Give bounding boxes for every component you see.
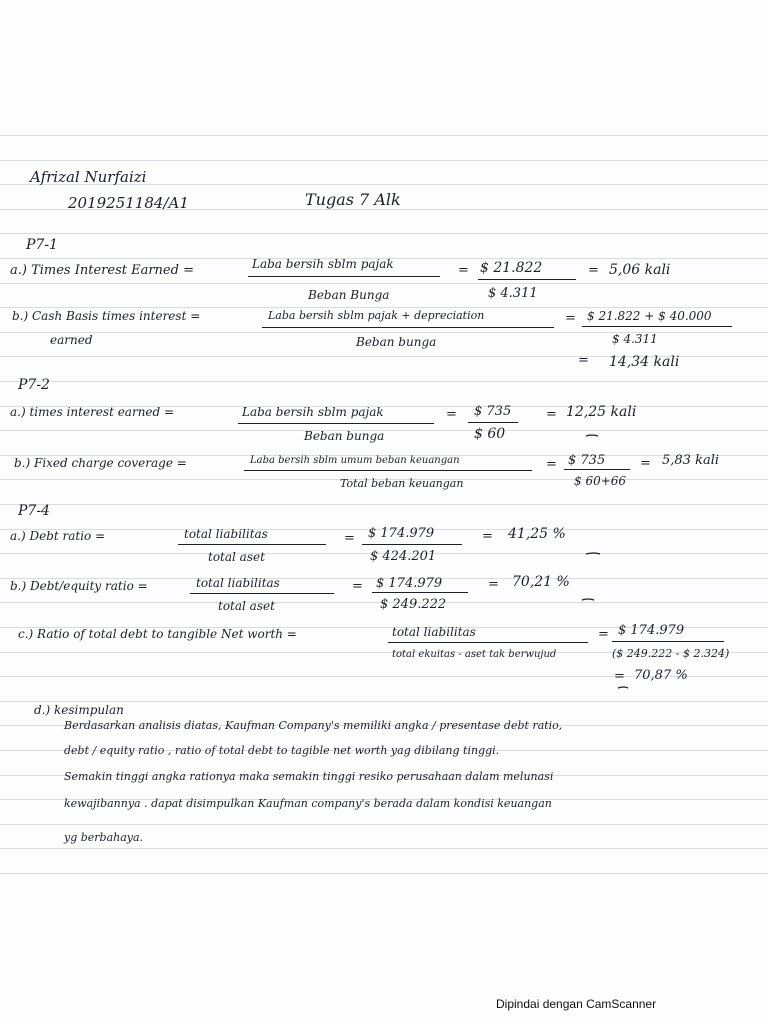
ruled-line	[0, 381, 768, 382]
conclusion-line-4: kewajibannya . dapat disimpulkan Kaufman company's berada dalam kondisi keuangan	[64, 797, 552, 810]
p71-b-equals-1: =	[565, 311, 576, 326]
p72-a-value-num: $ 735	[474, 404, 512, 419]
p74-heading: P7-4	[18, 503, 50, 519]
p71-a-result: 5,06 kali	[609, 262, 671, 278]
p74-c-numerator: total liabilitas	[392, 625, 476, 639]
p72-a-numerator: Laba bersih sblm pajak	[242, 405, 384, 419]
p74-c-denominator: total ekuitas - aset tak berwujud	[392, 649, 557, 660]
p71-b-value-num: $ 21.822 + $ 40.000	[587, 309, 712, 323]
p71-a-value-bar	[478, 279, 576, 280]
p74-b-result: 70,21 %	[512, 574, 570, 590]
p74-c-equals-2: =	[614, 669, 625, 684]
p74-b-numerator: total liabilitas	[196, 576, 280, 590]
scanner-watermark: Dipindai dengan CamScanner	[496, 997, 657, 1011]
p74-c-fraction-bar	[388, 642, 588, 643]
p74-b-fraction-bar	[190, 593, 334, 594]
ruled-line	[0, 873, 768, 874]
p71-a-value-den: $ 4.311	[488, 286, 538, 301]
p74-a-fraction-bar	[178, 544, 326, 545]
ruled-line	[0, 504, 768, 505]
conclusion-line-2: debt / equity ratio , ratio of total debt to tagible net worth yag dibilang tinggi.	[64, 744, 500, 757]
p72-b-result: 5,83 kali	[662, 453, 720, 468]
conclusion-line-5: yg berbahaya.	[64, 831, 144, 844]
p74-c-equals-1: =	[598, 627, 609, 642]
conclusion-line-1: Berdasarkan analisis diatas, Kaufman Company's memiliki angka / presentase debt ratio,	[64, 719, 563, 732]
p74-c-value-den: ($ 249.222 - $ 2.324)	[612, 647, 730, 660]
p71-b-label-line1: b.) Cash Basis times interest =	[12, 309, 201, 323]
ruled-line	[0, 160, 768, 161]
p72-a-fraction-bar	[238, 423, 434, 424]
ruled-line	[0, 233, 768, 234]
p71-a-value-num: $ 21.822	[480, 260, 543, 276]
p71-a-denominator: Beban Bunga	[308, 288, 390, 302]
p72-b-label: b.) Fixed charge coverage =	[14, 456, 187, 470]
p71-b-value-den: $ 4.311	[612, 332, 658, 346]
p74-a-value-den: $ 424.201	[370, 549, 437, 564]
p72-a-equals-2: =	[546, 407, 557, 422]
p71-b-fraction-bar	[262, 327, 554, 328]
ruled-line	[0, 701, 768, 702]
p74-a-result: 41,25 %	[508, 526, 566, 542]
p72-b-value-den: $ 60+66	[574, 474, 627, 488]
p72-a-denominator: Beban bunga	[304, 429, 385, 443]
ruled-line	[0, 824, 768, 825]
p71-b-result: 14,34 kali	[609, 354, 680, 370]
p72-a-value-den: $ 60	[474, 426, 506, 442]
p72-b-denominator: Total beban keuangan	[340, 477, 464, 490]
p71-b-equals-2: =	[578, 353, 589, 368]
p72-b-numerator: Laba bersih sblm umum beban keuangan	[250, 455, 460, 466]
conclusion-label: d.) kesimpulan	[34, 703, 124, 717]
p72-a-label: a.) times interest earned =	[10, 405, 175, 419]
p71-heading: P7-1	[26, 237, 58, 253]
p72-a-result: 12,25 kali	[566, 404, 637, 420]
p74-c-value-bar	[612, 641, 724, 642]
student-id: 2019251184/A1	[68, 194, 189, 212]
p74-a-numerator: total liabilitas	[184, 527, 268, 541]
p74-a-label: a.) Debt ratio =	[10, 529, 106, 543]
p74-a-value-bar	[362, 544, 462, 545]
p71-b-denominator: Beban bunga	[356, 335, 437, 349]
conclusion-line-3: Semakin tinggi angka rationya maka semakin tinggi resiko perusahaan dalam melunasi	[64, 770, 554, 783]
p72-b-equals-1: =	[546, 457, 557, 472]
p74-a-denominator: total aset	[208, 550, 265, 564]
assignment-title: Tugas 7 Alk	[305, 190, 401, 209]
p72-heading: P7-2	[18, 377, 50, 393]
p74-a-equals-2: =	[482, 529, 493, 544]
p71-b-value-bar	[582, 326, 732, 327]
p72-b-equals-2: =	[640, 456, 651, 471]
p72-b-value-num: $ 735	[568, 453, 606, 468]
student-name: Afrizal Nurfaizi	[30, 168, 147, 186]
p72-a-equals-1: =	[446, 407, 457, 422]
ruled-line	[0, 283, 768, 284]
p74-c-result: 70,87 %	[634, 668, 688, 683]
ruled-line	[0, 848, 768, 849]
p74-b-denominator: total aset	[218, 599, 275, 613]
p71-b-numerator: Laba bersih sblm pajak + depreciation	[268, 309, 485, 322]
p72-a-value-bar	[468, 422, 518, 423]
p71-a-label: a.) Times Interest Earned =	[10, 263, 194, 278]
p74-a-value-num: $ 174.979	[368, 526, 435, 541]
p74-c-value-num: $ 174.979	[618, 623, 685, 638]
p74-b-label: b.) Debt/equity ratio =	[10, 579, 148, 593]
p74-c-label: c.) Ratio of total debt to tangible Net worth =	[18, 627, 297, 641]
p74-b-value-bar	[372, 592, 468, 593]
p71-a-fraction-bar	[248, 276, 440, 277]
p74-b-value-num: $ 174.979	[376, 576, 443, 591]
p74-b-equals-2: =	[488, 577, 499, 592]
p71-b-label-line2: earned	[50, 333, 93, 347]
p72-b-value-bar	[564, 469, 630, 470]
p74-b-value-den: $ 249.222	[380, 597, 447, 612]
ruled-line	[0, 135, 768, 136]
p71-a-equals-1: =	[458, 263, 469, 278]
p74-a-equals-1: =	[344, 531, 355, 546]
p72-b-fraction-bar	[244, 470, 532, 471]
p74-b-equals-1: =	[352, 579, 363, 594]
p71-a-numerator: Laba bersih sblm pajak	[252, 257, 394, 271]
p71-a-equals-2: =	[588, 263, 599, 278]
